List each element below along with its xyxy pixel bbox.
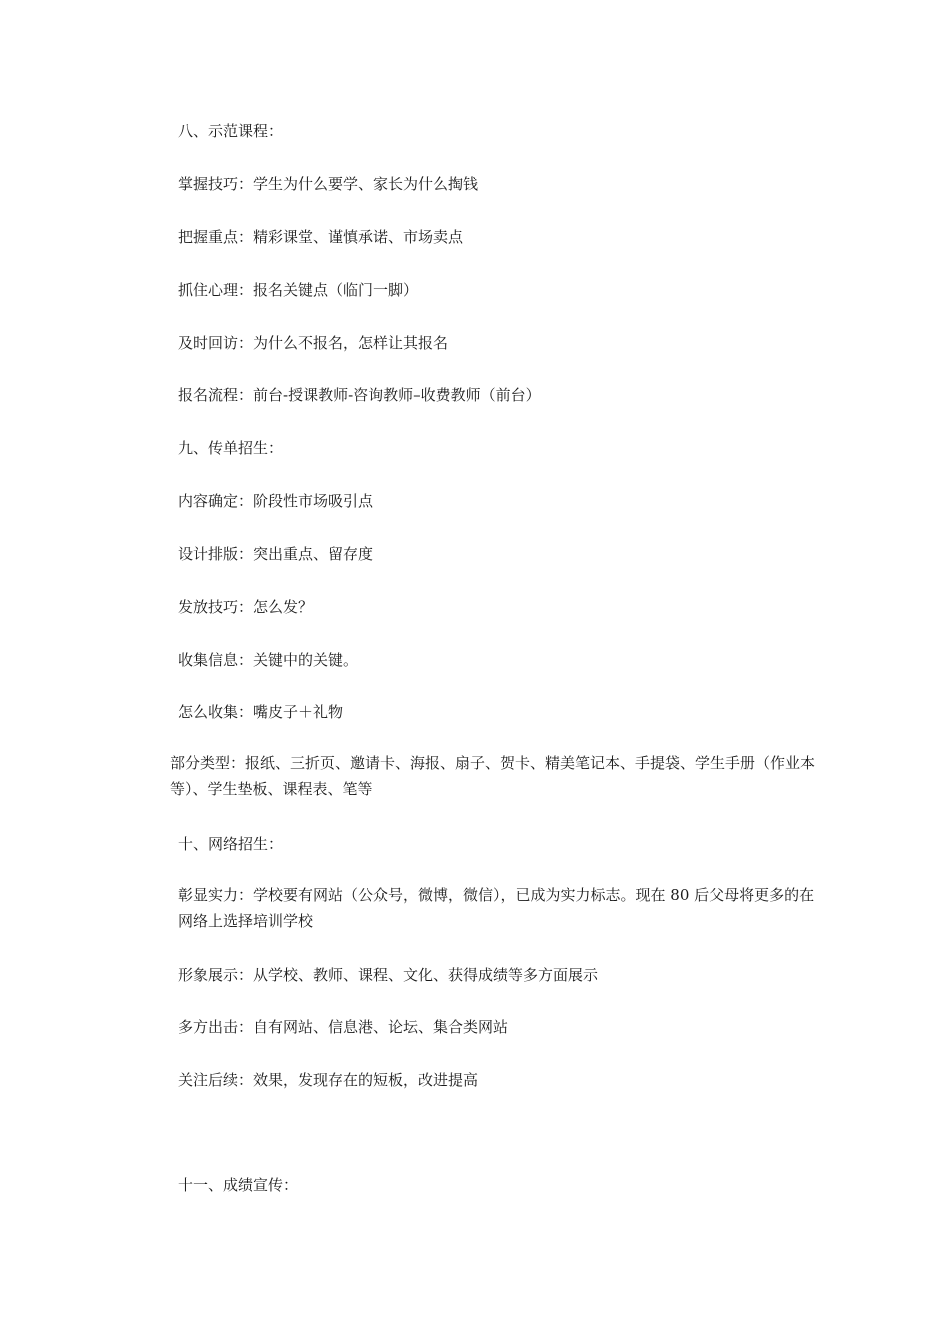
paragraph-line: 报名流程：前台-授课教师-咨询教师–收费教师（前台） [178, 386, 541, 404]
paragraph-line: 掌握技巧：学生为什么要学、家长为什么掏钱 [178, 175, 479, 193]
paragraph-line: 多方出击：自有网站、信息港、论坛、集合类网站 [178, 1018, 509, 1036]
paragraph-line: 及时回访：为什么不报名，怎样让其报名 [178, 334, 449, 352]
section-heading-9: 九、传单招生： [178, 439, 284, 457]
paragraph-line: 把握重点：精彩课堂、谨慎承诺、市场卖点 [178, 228, 464, 246]
paragraph-line: 发放技巧：怎么发？ [178, 598, 314, 616]
paragraph-line: 设计排版：突出重点、留存度 [178, 545, 374, 563]
paragraph-wrapped: 部分类型：报纸、三折页、邀请卡、海报、扇子、贺卡、精美笔记本、手提袋、学生手册（作业本等）、学生垫板、课程表、笔等 [170, 754, 816, 798]
paragraph-line: 内容确定：阶段性市场吸引点 [178, 492, 374, 510]
paragraph-line: 形象展示：从学校、教师、课程、文化、获得成绩等多方面展示 [178, 966, 599, 984]
section-heading-11: 十一、成绩宣传： [178, 1176, 299, 1194]
section-heading-8: 八、示范课程： [178, 122, 284, 140]
paragraph-line: 收集信息：关键中的关键。 [178, 651, 359, 669]
paragraph-line: 怎么收集：嘴皮子＋礼物 [178, 703, 344, 721]
paragraph-wrapped: 彰显实力：学校要有网站（公众号，微博，微信），已成为实力标志。现在 80 后父母将更多的在网络上选择培训学校 [178, 886, 815, 930]
paragraph-line: 抓住心理：报名关键点（临门一脚） [178, 281, 419, 299]
paragraph-line: 关注后续：效果，发现存在的短板，改进提高 [178, 1071, 479, 1089]
section-heading-10: 十、网络招生： [178, 835, 284, 853]
